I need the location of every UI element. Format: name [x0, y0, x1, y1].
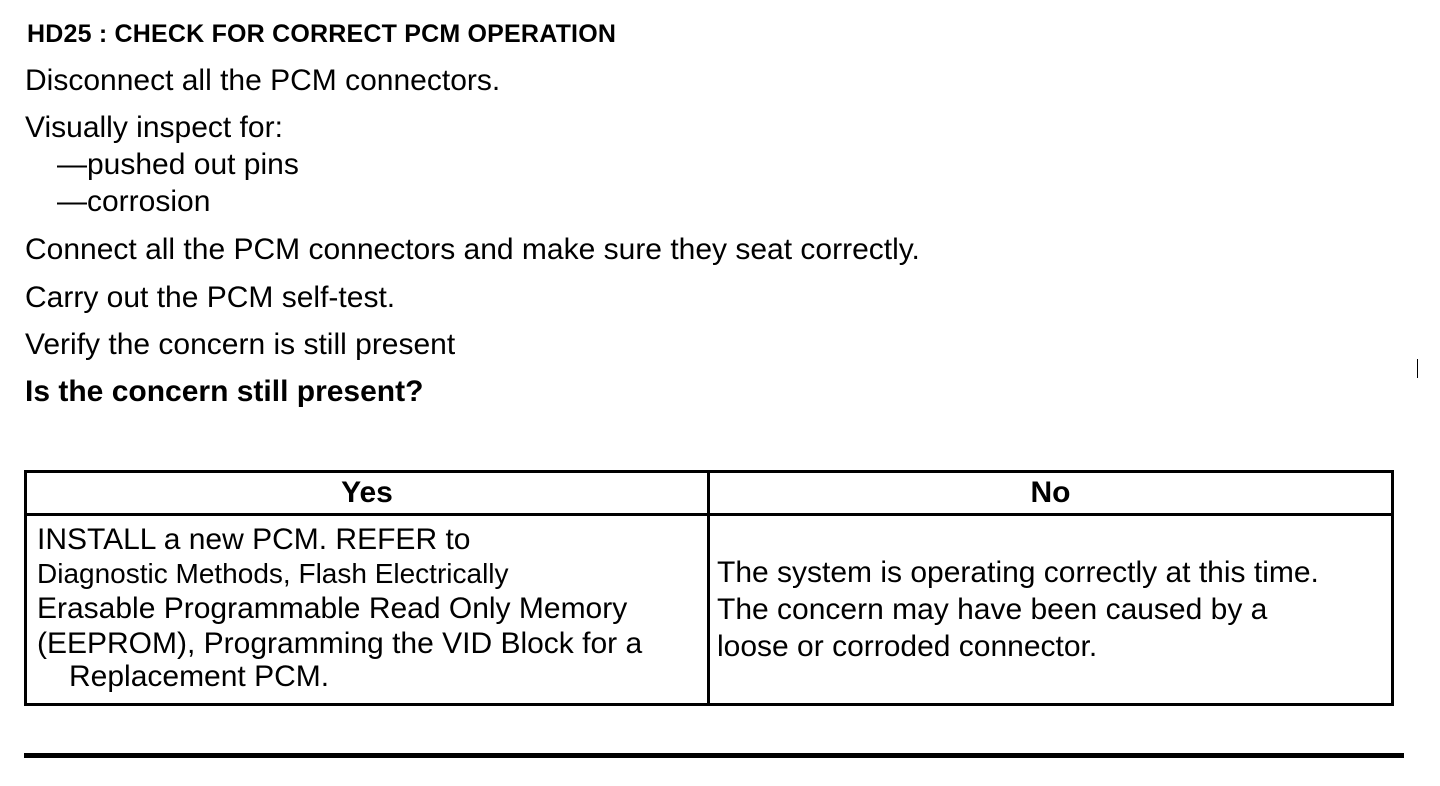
no-line: loose or corroded connector. — [717, 630, 1098, 663]
step-disconnect: Disconnect all the PCM connectors. — [25, 64, 501, 97]
yes-line: Diagnostic Methods, Flash Electrically — [37, 558, 509, 589]
inspect-item-corrosion: —corrosion — [57, 185, 211, 218]
cell-yes — [26, 515, 709, 705]
result-table — [24, 470, 1394, 706]
step-connect: Connect all the PCM connectors and make sure they seat correctly. — [25, 233, 920, 266]
table-row — [26, 515, 1393, 705]
yes-line: Erasable Programmable Read Only Memory — [37, 592, 628, 625]
step-verify: Verify the concern is still present — [25, 328, 456, 361]
step-inspect: Visually inspect for: — [25, 111, 283, 144]
bottom-rule — [24, 753, 1404, 758]
table-header-row — [26, 472, 1393, 515]
header-yes: Yes — [26, 472, 709, 515]
yes-line: Replacement PCM. — [69, 660, 330, 693]
margin-tick — [1417, 359, 1418, 378]
header-no: No — [709, 472, 1393, 515]
no-line: The concern may have been caused by a — [717, 593, 1268, 626]
question: Is the concern still present? — [25, 375, 424, 408]
yes-line: (EEPROM), Programming the VID Block for a — [37, 627, 643, 660]
inspect-item-pins: —pushed out pins — [57, 148, 299, 181]
no-line: The system is operating correctly at this time. — [717, 556, 1319, 589]
yes-line: INSTALL a new PCM. REFER to — [37, 523, 471, 556]
cell-no — [709, 515, 1393, 705]
procedure-heading: HD25 : CHECK FOR CORRECT PCM OPERATION — [27, 20, 617, 48]
step-self-test: Carry out the PCM self-test. — [25, 281, 396, 314]
